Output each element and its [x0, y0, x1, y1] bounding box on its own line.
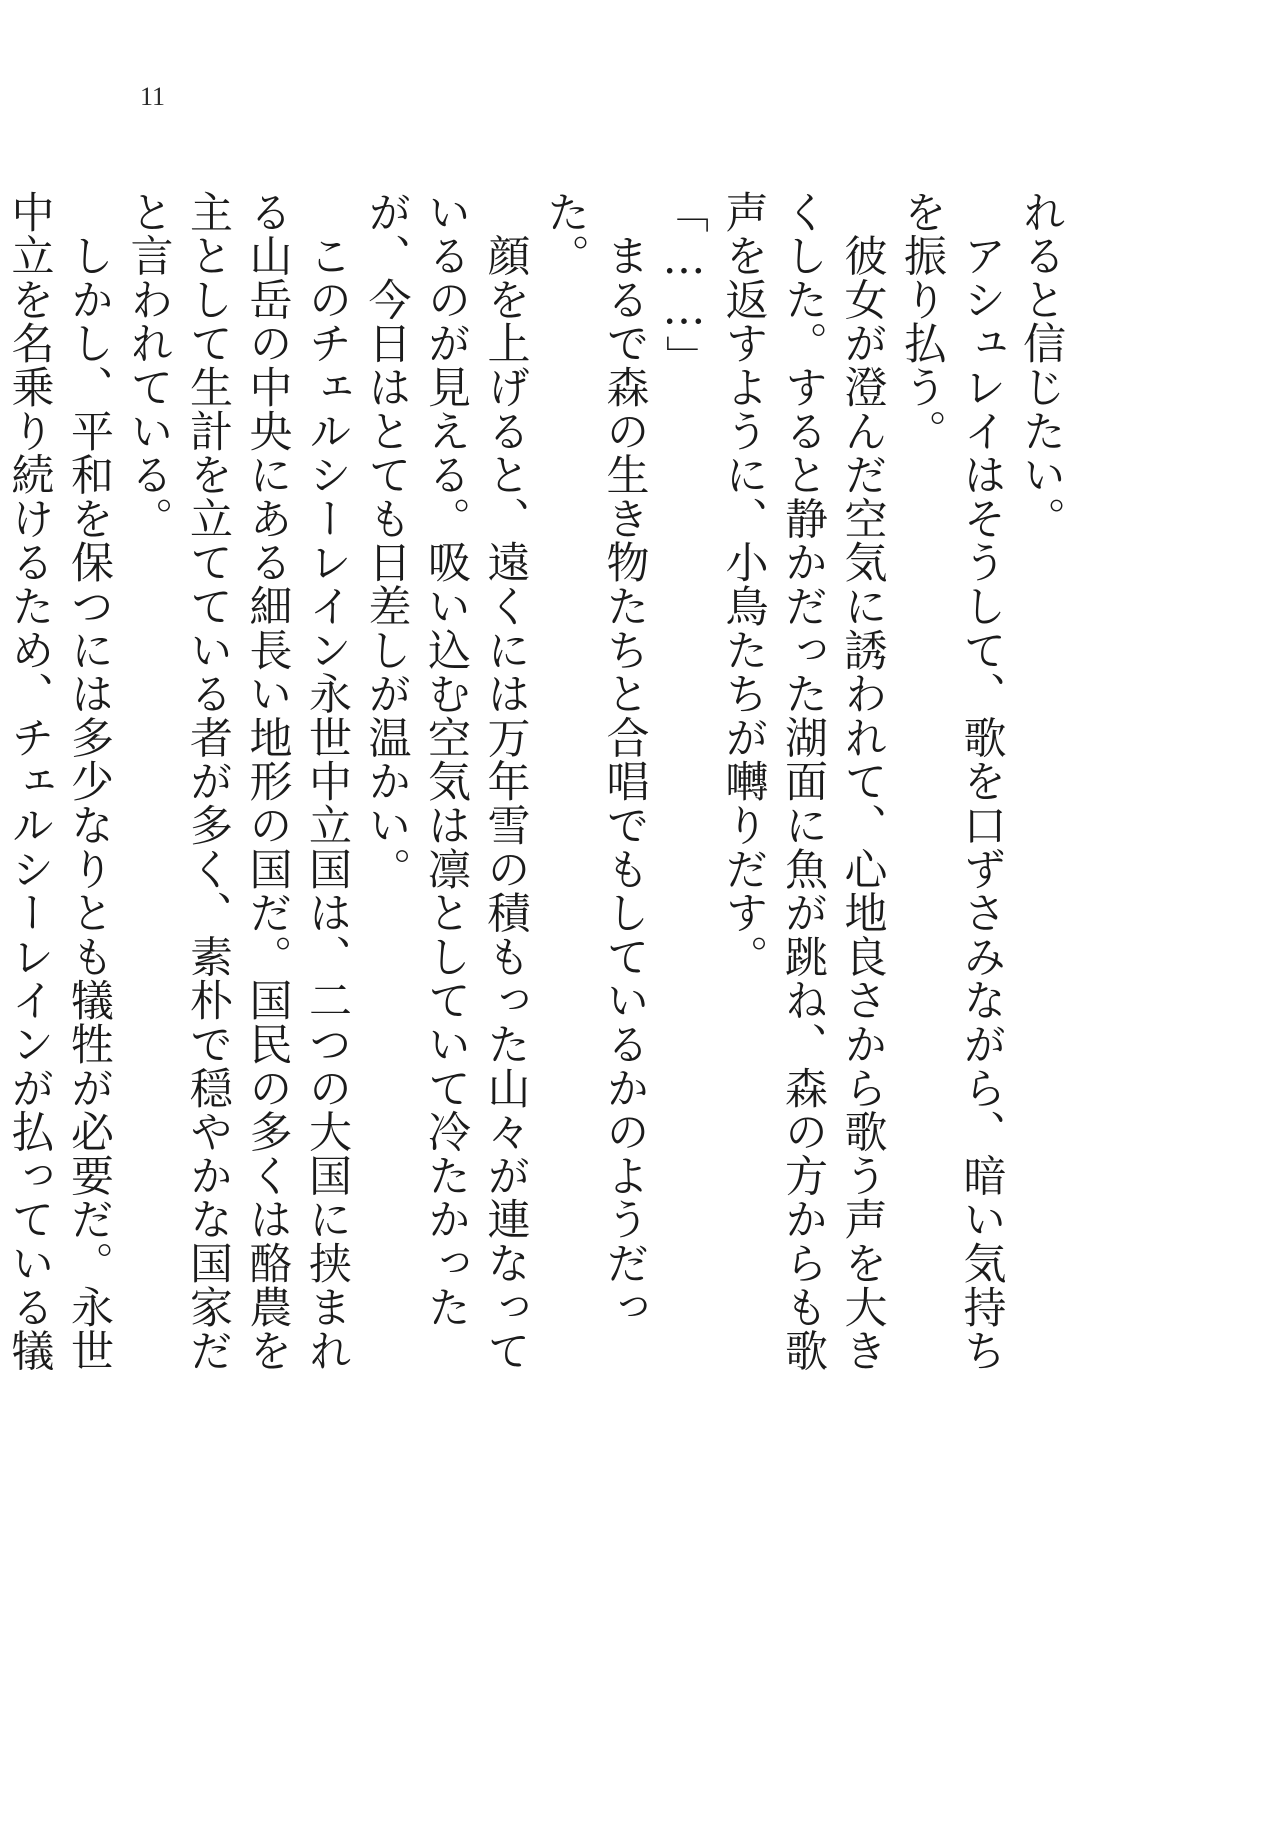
page-number: 11 [140, 82, 166, 111]
body-text [4, 190, 1070, 1410]
paragraph: れると信じたい。 [1016, 190, 1066, 541]
paragraph: 「……」 [659, 190, 709, 380]
paragraph: しかし、平和を保つには多少なりとも犠牲が必要だ。永世中立を名乗り続けるため、チェルシーレインが払っている犠 [4, 190, 114, 1373]
paragraph: アシュレイはそうして、歌を口ずさみながら、暗い気持ちを振り払う。 [897, 190, 1007, 1373]
paragraph: 顔を上げると、遠くには万年雪の積もった山々が連なっているのが見える。吸い込む空気は凛としていて冷たかったが、今日はとても日差しが温かい。 [361, 190, 531, 1373]
paragraph: まるで森の生き物たちと合唱でもしているかのようだった。 [540, 190, 650, 1329]
paragraph: 彼女が澄んだ空気に誘われて、心地良さから歌う声を大きくした。すると静かだった湖面に魚が跳ね、森の方からも歌声を返すように、小鳥たちが囀りだす。 [718, 190, 888, 1373]
paragraph: このチェルシーレイン永世中立国は、二つの大国に挟まれる山岳の中央にある細長い地形の国だ。国民の多くは酪農を主として生計を立てている者が多く、素朴で穏やかな国家だと言われている。 [123, 190, 352, 1373]
